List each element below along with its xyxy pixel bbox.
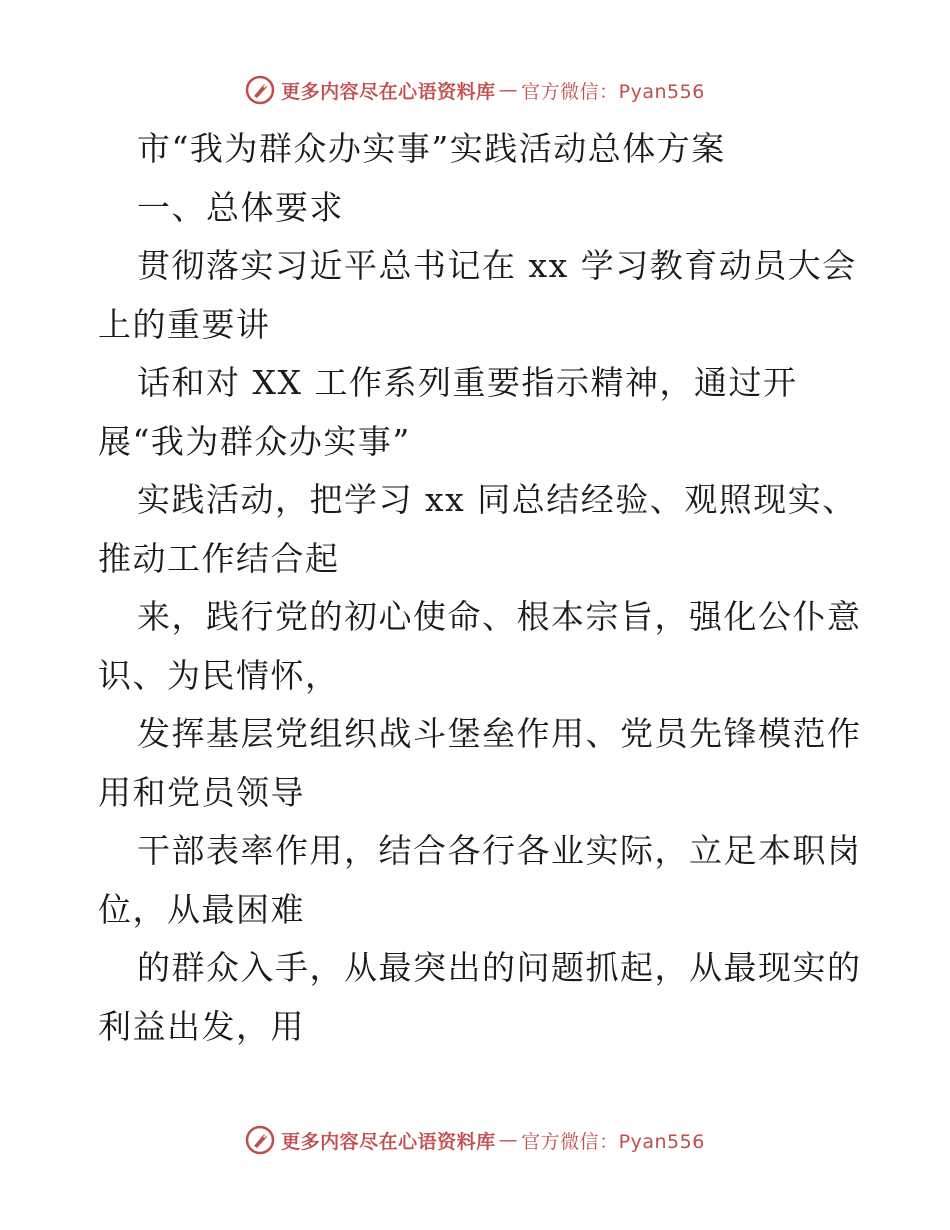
paragraph-line: 贯彻落实习近平总书记在 xx 学习教育动员大会: [137, 246, 857, 285]
paragraph-line: 话和对 XX 工作系列重要指示精神，通过开: [137, 363, 798, 402]
paragraph-line: 的群众入手，从最突出的问题抓起，从最现实的: [137, 948, 862, 987]
banner-dash: —: [498, 1129, 519, 1151]
paragraph-line: 用和党员领导: [98, 772, 305, 812]
footer-watermark-banner: [0, 1120, 950, 1160]
banner-dash: —: [498, 79, 519, 101]
paragraph-line: 位，从最困难: [98, 889, 305, 929]
paragraph-line: 展“我为群众办实事”: [98, 421, 411, 461]
paragraph-line: 识、为民情怀，: [98, 655, 340, 695]
header-watermark-banner: [0, 70, 950, 110]
paragraph-line: 上的重要讲: [98, 304, 271, 344]
document-body: [98, 120, 862, 1056]
paragraph-line: 发挥基层党组织战斗堡垒作用、党员先锋模范作: [137, 714, 862, 753]
paragraph-line: 来，践行党的初心使命、根本宗旨，强化公仆意: [137, 597, 862, 636]
pen-nib-circle-icon: [245, 75, 275, 105]
banner-wechat: 官方微信：Pyan556: [521, 80, 705, 103]
paragraph-line: 利益出发，用: [98, 1006, 305, 1046]
document-title: 市“我为群众办实事”实践活动总体方案: [137, 129, 726, 168]
banner-wechat: 官方微信：Pyan556: [521, 1130, 705, 1153]
banner-text: 更多内容尽在心语资料库: [281, 1130, 496, 1153]
paragraph-line: 干部表率作用，结合各行各业实际，立足本职岗: [137, 831, 862, 870]
paragraph-line: 实践活动，把学习 xx 同总结经验、观照现实、: [137, 480, 857, 519]
section-heading: 一、总体要求: [137, 187, 344, 227]
banner-text: 更多内容尽在心语资料库: [281, 80, 496, 103]
paragraph-line: 推动工作结合起: [98, 538, 340, 578]
pen-nib-circle-icon: [245, 1125, 275, 1155]
